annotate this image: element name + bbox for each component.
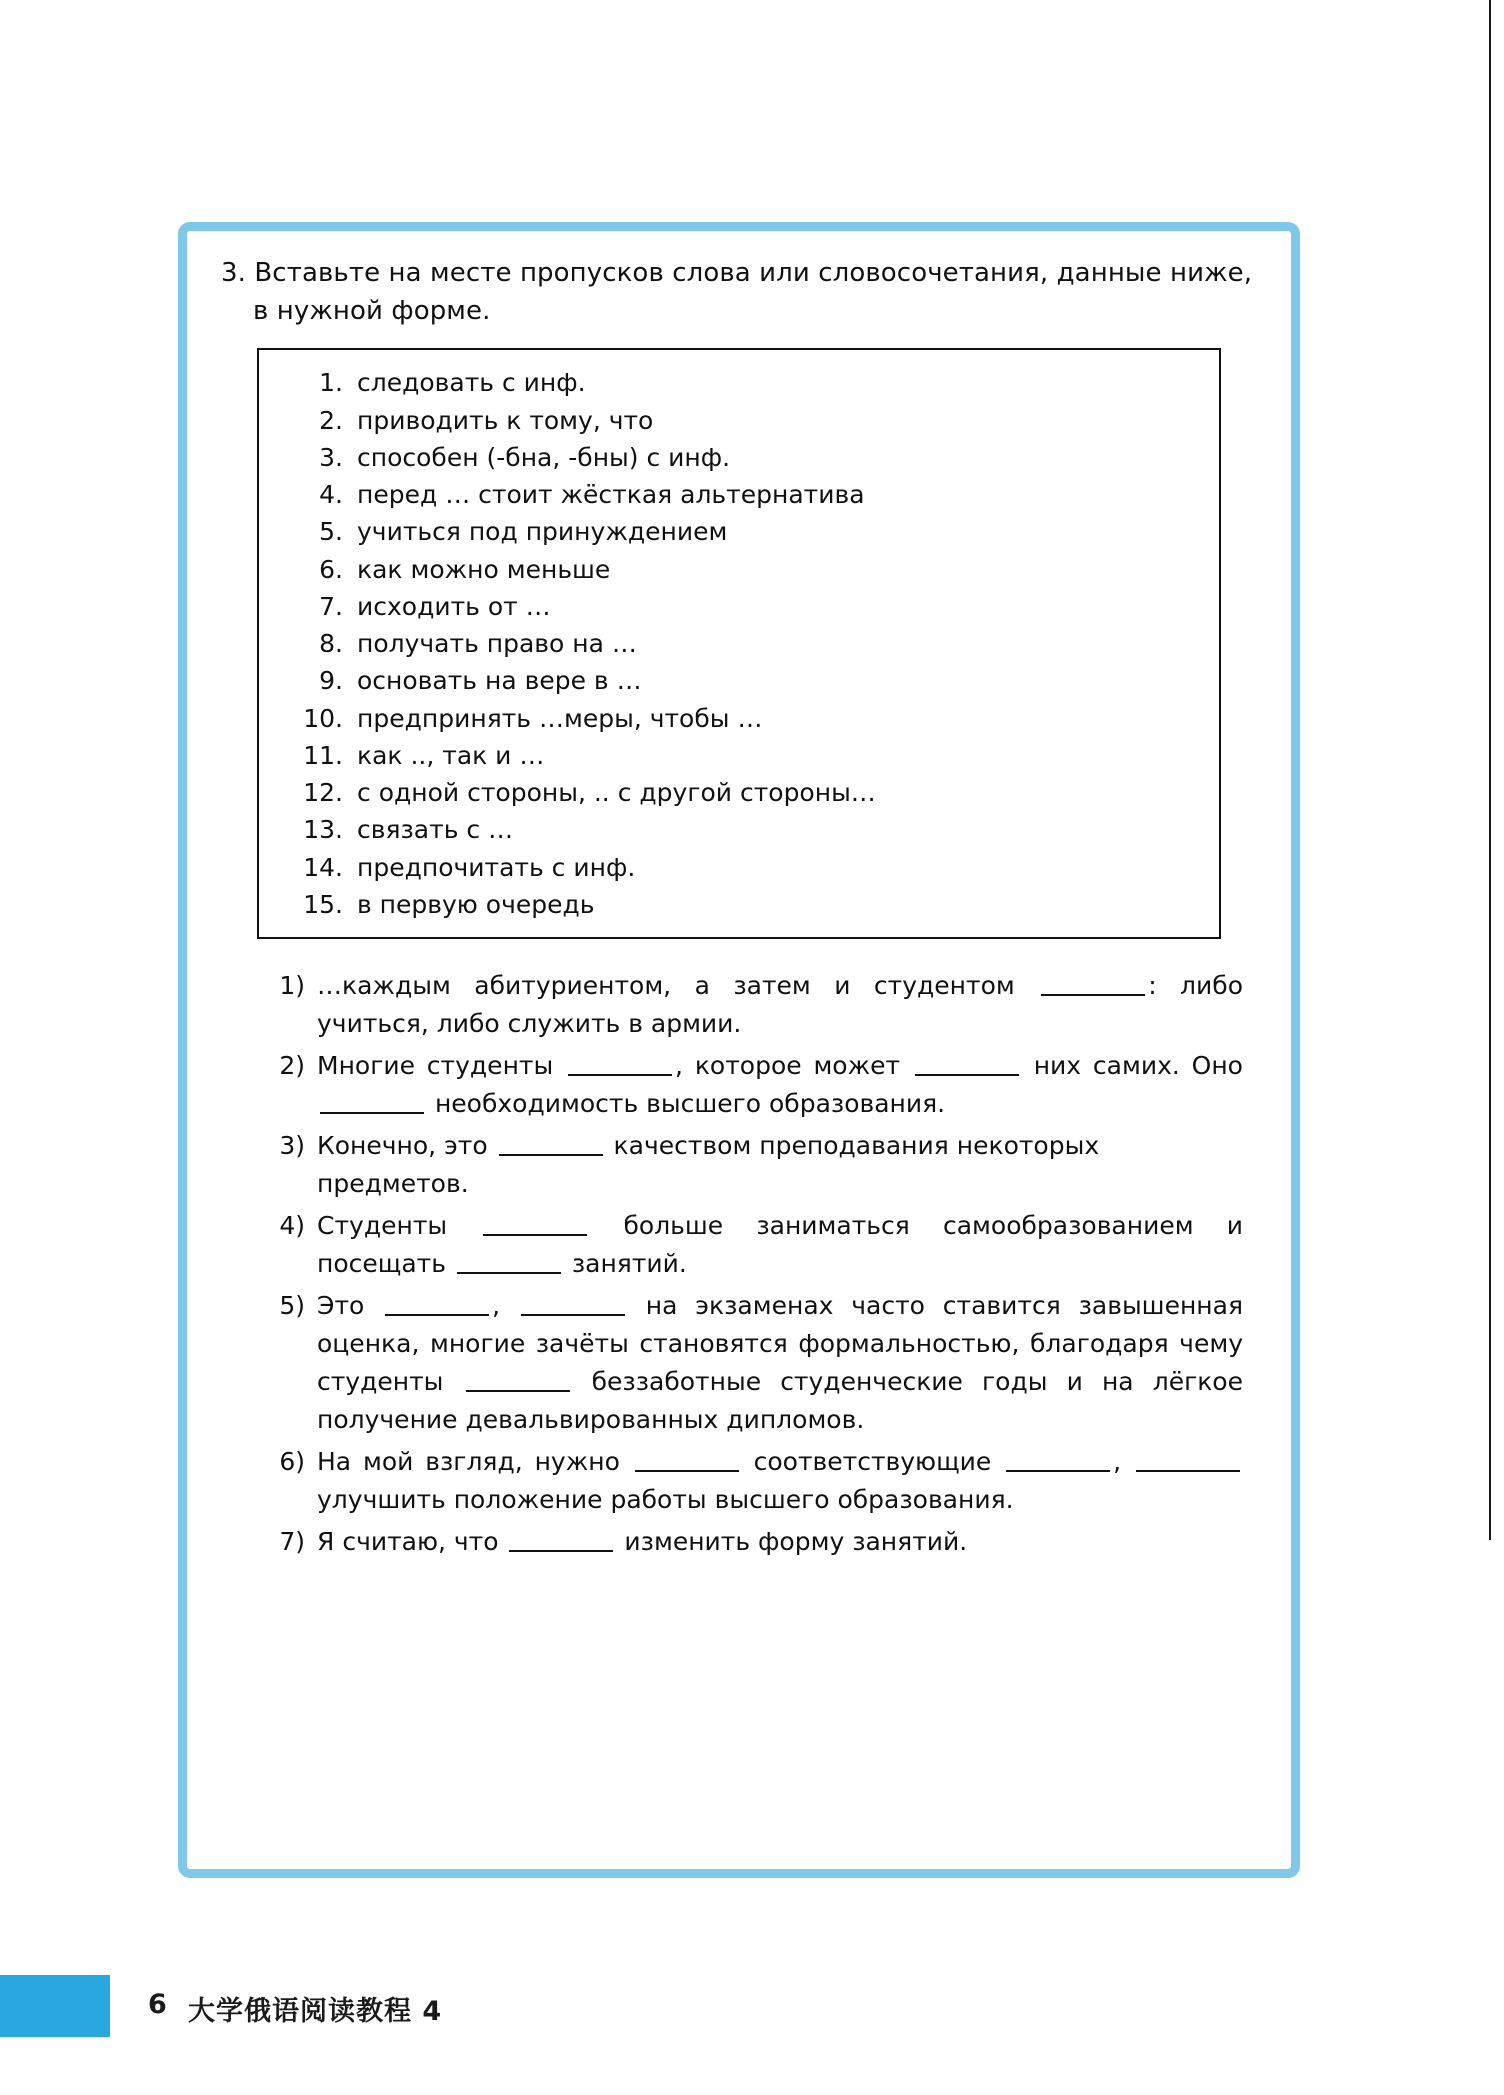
sentence-item — [253, 967, 1243, 1043]
word-list-item — [269, 551, 1209, 588]
footer-page-number: 6 — [148, 1989, 167, 2020]
word-list-box — [257, 348, 1221, 939]
sentence-text: Многие студенты , которое может них самих. Оно необходимость высшего образования. — [317, 1051, 1243, 1119]
sentence-text: …каждым абитуриентом, а затем и студентом : либо учиться, либо служить в армии. — [317, 971, 1243, 1039]
fill-in-blank[interactable] — [568, 1049, 672, 1076]
sentence-text: Это , на экзаменах часто ставится завышенная оценка, многие зачёты становятся формальностью, благодаря чему студенты беззаботные студенческие годы и на лёгкое получение девальвированных дипломов. — [317, 1291, 1243, 1435]
word-list-item — [269, 886, 1209, 923]
word-list-item-text: предпринять …меры, чтобы … — [357, 703, 763, 733]
fill-in-blank[interactable] — [1136, 1445, 1240, 1472]
sentence-text: На мой взгляд, нужно соответствующие , улучшить положение работы высшего образования. — [317, 1443, 1243, 1519]
word-list-item — [269, 774, 1209, 811]
sentence-item — [253, 1523, 1243, 1561]
word-list-item — [269, 737, 1209, 774]
word-list-item-text: следовать с инф. — [357, 368, 586, 398]
page-trim-line — [1489, 0, 1491, 1540]
word-list-item-text: основать на вере в … — [357, 666, 642, 696]
word-list-item-number: 3. — [319, 442, 343, 472]
exercise-panel-inner — [187, 231, 1291, 1585]
word-list-item — [269, 476, 1209, 513]
word-list-item-number: 13. — [303, 815, 343, 845]
sentence-number: 4) — [279, 1211, 305, 1241]
sentence-item — [253, 1443, 1243, 1519]
footer-book-title: 大学俄语阅读教程 4 — [188, 1996, 443, 2027]
fill-in-blank[interactable] — [457, 1247, 561, 1274]
word-list-item-text: как можно меньше — [357, 554, 611, 584]
sentence-text: Я считаю, что изменить форму занятий. — [317, 1527, 968, 1557]
sentence-number: 6) — [279, 1447, 305, 1477]
sentence-item — [253, 1047, 1243, 1123]
fill-in-blank[interactable] — [466, 1365, 570, 1392]
word-list-item-text: исходить от … — [357, 591, 551, 621]
word-list-item-number: 9. — [319, 666, 343, 696]
word-list-item-number: 6. — [319, 554, 343, 584]
word-list-item-text: учиться под принуждением — [357, 517, 728, 547]
word-list-item — [269, 588, 1209, 625]
word-list-item — [269, 364, 1209, 401]
sentence-number: 1) — [279, 971, 305, 1001]
exercise-panel — [178, 222, 1300, 1878]
word-list-item — [269, 513, 1209, 550]
word-list-item-number: 7. — [319, 591, 343, 621]
word-list-item-number: 12. — [303, 778, 343, 808]
sentence-text: Студенты больше заниматься самообразованием и посещать занятий. — [317, 1211, 1243, 1279]
sentence-number: 3) — [279, 1131, 305, 1161]
fill-in-blank[interactable] — [521, 1289, 625, 1316]
sentence-number: 7) — [279, 1527, 305, 1557]
word-list-item — [269, 402, 1209, 439]
word-list-item — [269, 811, 1209, 848]
sentence-number: 2) — [279, 1051, 305, 1081]
page-footer — [0, 1975, 1504, 2045]
word-list-item-number: 11. — [303, 740, 343, 770]
word-list-item-text: с одной стороны, .. с другой стороны… — [357, 778, 876, 808]
fill-in-blank[interactable] — [915, 1049, 1019, 1076]
fill-in-blank[interactable] — [509, 1525, 613, 1552]
fill-in-blank[interactable] — [499, 1129, 603, 1156]
sentence-number: 5) — [279, 1291, 305, 1321]
fill-in-blank[interactable] — [320, 1087, 424, 1114]
word-list-item-text: предпочитать с инф. — [357, 852, 636, 882]
sentence-list — [253, 967, 1243, 1561]
word-list-item-text: в первую очередь — [357, 889, 595, 919]
fill-in-blank[interactable] — [1041, 969, 1145, 996]
fill-in-blank[interactable] — [1006, 1445, 1110, 1472]
sentence-text: Конечно, это качеством преподавания некоторых предметов. — [317, 1131, 1100, 1199]
fill-in-blank[interactable] — [635, 1445, 739, 1472]
word-list-item-number: 10. — [303, 703, 343, 733]
word-list-item-number: 4. — [319, 480, 343, 510]
word-list-item-number: 14. — [303, 852, 343, 882]
word-list — [269, 364, 1209, 923]
word-list-item-number: 2. — [319, 405, 343, 435]
sentence-item — [253, 1207, 1243, 1283]
footer-accent-bar — [0, 1975, 110, 2037]
word-list-item-number: 5. — [319, 517, 343, 547]
word-list-item-text: как .., так и … — [357, 740, 545, 770]
word-list-item-text: способен (-бна, -бны) с инф. — [357, 442, 731, 472]
word-list-item — [269, 439, 1209, 476]
word-list-item-number: 15. — [303, 889, 343, 919]
sentence-item — [253, 1287, 1243, 1439]
word-list-item — [269, 662, 1209, 699]
word-list-item-text: перед … стоит жёсткая альтернатива — [357, 480, 865, 510]
word-list-item-number: 8. — [319, 629, 343, 659]
word-list-item-text: связать с … — [357, 815, 514, 845]
word-list-item-number: 1. — [319, 368, 343, 398]
sentence-item — [253, 1127, 1243, 1203]
fill-in-blank[interactable] — [385, 1289, 489, 1316]
word-list-item — [269, 700, 1209, 737]
fill-in-blank[interactable] — [483, 1209, 587, 1236]
word-list-item — [269, 625, 1209, 662]
word-list-item-text: получать право на … — [357, 629, 637, 659]
word-list-item-text: приводить к тому, что — [357, 405, 654, 435]
word-list-item — [269, 849, 1209, 886]
task-instruction: 3. Вставьте на месте пропусков слова или словосочетания, данные ниже, в нужной форме. — [221, 258, 1253, 326]
